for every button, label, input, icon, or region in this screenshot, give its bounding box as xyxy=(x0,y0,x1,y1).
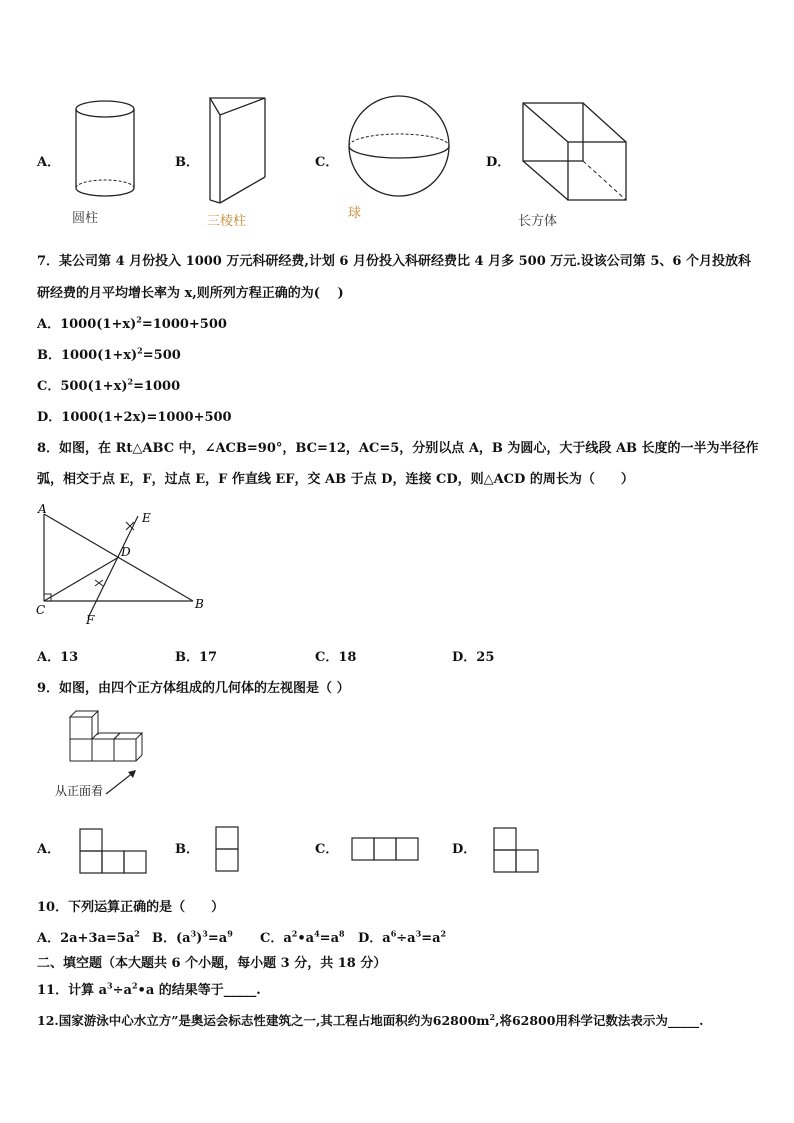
q7-option-b: B．$1000(1+x)^2=500$ xyxy=(37,345,181,363)
q6-option-a-letter: A． xyxy=(37,155,61,170)
option-a-view xyxy=(78,827,150,875)
triangular-prism-figure xyxy=(205,95,275,210)
option-b-view xyxy=(214,825,242,873)
label-f: F xyxy=(86,613,95,627)
cubes-figure xyxy=(66,705,156,765)
sphere-caption: 球 xyxy=(348,206,362,221)
q7-option-d: D．1000(1+2x)=1000+500 xyxy=(37,410,232,425)
label-e: E xyxy=(142,511,151,525)
sphere-figure xyxy=(348,95,452,199)
q10-option-b: B．$(a^3)^3=a^9$ xyxy=(152,928,233,946)
q7-option-c: C．$500(1+x)^2=1000$ xyxy=(37,376,181,394)
q8-option-d: D．25 xyxy=(452,650,495,665)
label-c: C xyxy=(36,603,46,617)
q7-stem-line2: 研经费的月平均增长率为 x,则所列方程正确的为( ) xyxy=(37,286,344,301)
q7-stem-line1: 7．某公司第 4 月份投入 1000 万元科研经费,计划 6 月份投入科研经费比 4 月多 500 万元.设该公司第 5、6 个月投放科 xyxy=(37,254,751,269)
q8-option-c: C．18 xyxy=(315,650,357,665)
section-2-heading: 二、填空题（本大题共 6 个小题，每小题 3 分，共 18 分） xyxy=(37,956,387,971)
q7-option-a: A．$1000(1+x)^2=1000+500$ xyxy=(37,314,227,332)
label-d: D xyxy=(121,545,131,559)
q12-stem: 12.国家游泳中心水立方”是奥运会标志性建筑之一,其工程占地面积约为$62800m^2$,将62800用科学记数法表示为_____. xyxy=(37,1011,704,1028)
q10-stem: 10．下列运算正确的是（ ） xyxy=(37,900,225,915)
label-b: B xyxy=(195,597,204,611)
q6-option-d-letter: D． xyxy=(486,155,511,170)
q8-stem-line1: 8．如图，在 Rt△ABC 中，∠ACB=90°，BC=12，AC=5，分别以点 A，B 为圆心，大于线段 AB 长度的一半为半径作 xyxy=(37,441,759,456)
q9-option-a-letter: A． xyxy=(37,842,61,857)
q9-option-d-letter: D． xyxy=(452,842,477,857)
view-label: 从正面看 xyxy=(55,784,104,798)
q8-option-b: B．17 xyxy=(175,650,218,665)
q10-option-d: D．$a^6\div a^3=a^2$ xyxy=(358,928,447,946)
prism-caption: 三棱柱 xyxy=(207,214,247,229)
q9-option-b-letter: B． xyxy=(175,842,199,857)
label-a: A xyxy=(38,502,47,516)
q6-option-c-letter: C． xyxy=(315,155,339,170)
option-d-view xyxy=(492,826,544,874)
view-arrow-icon xyxy=(104,768,144,798)
triangle-abc-figure xyxy=(30,500,220,630)
q8-option-a: A．13 xyxy=(37,650,79,665)
cuboid-figure xyxy=(520,100,630,205)
option-c-view xyxy=(350,836,422,864)
q10-option-c: C．$a^2•a^4=a^8$ xyxy=(260,928,345,946)
q10-option-a: A．$2a+3a=5a^2$ xyxy=(37,928,140,946)
q8-stem-line2: 弧，相交于点 E，F，过点 E，F 作直线 EF，交 AB 于点 D，连接 CD，则△ACD 的周长为（ ） xyxy=(37,472,634,487)
cuboid-caption: 长方体 xyxy=(518,214,558,229)
q6-option-b-letter: B． xyxy=(175,155,199,170)
q11-stem: 11．计算 $a^3\div a^2•a$ 的结果等于_____. xyxy=(37,980,261,998)
q9-stem: 9．如图，由四个正方体组成的几何体的左视图是（ ） xyxy=(37,681,350,696)
q9-option-c-letter: C． xyxy=(315,842,339,857)
cylinder-caption: 圆柱 xyxy=(72,211,99,226)
cylinder-figure xyxy=(72,100,142,200)
